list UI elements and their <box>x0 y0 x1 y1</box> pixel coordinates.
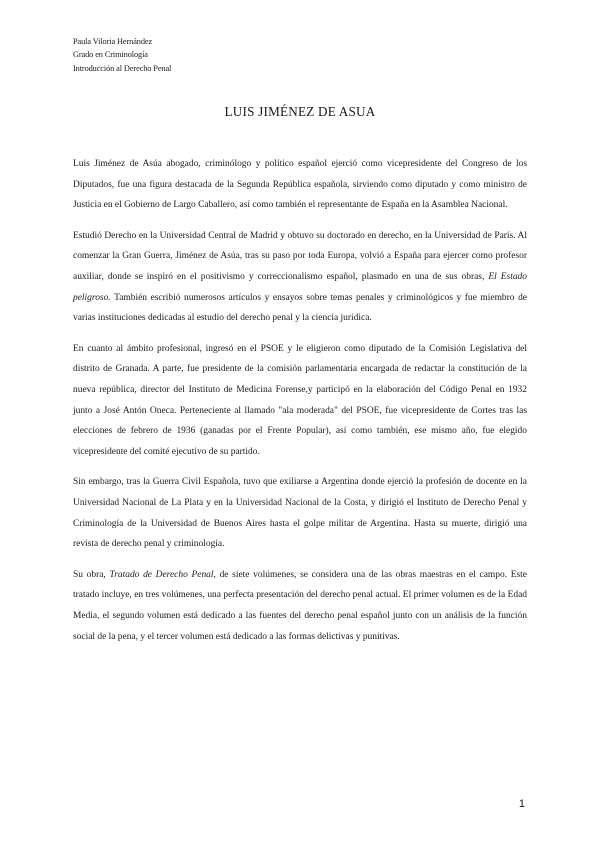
paragraph-exile: Sin embargo, tras la Guerra Civil Española, tuvo que exiliarse a Argentina donde ejerció la profesión de docente en la Universidad Nacional de La Plata y en la Universidad Nacional de la Costa, y dirigió el Instituto de Derecho Penal y Criminología de la Universidad de Buenos Aires hasta el golpe militar de Argentina. Hasta su muerte, dirigió una revista de derecho penal y criminología. <box>73 477 527 550</box>
book-title: Tratado de Derecho Penal <box>109 569 214 580</box>
paragraph-text: Estudió Derecho en la Universidad Central de Madrid y obtuvo su doctorado en derecho, en la Universidad de París. Al comenzar la Gran Guerra, Jiménez de Asúa, tras su paso por toda Europa, volvió a España para ejercer como profesor auxiliar, donde se inspiró en el positivismo y correccionalismo español, plasmado en una de sus obras, <box>73 230 527 283</box>
document-body <box>73 154 527 657</box>
document-header <box>73 35 171 75</box>
paragraph-text: También escribió numerosos artículos y ensayos sobre temas penales y criminológicos y fue miembro de varias instituciones dedicadas al estudio del derecho penal y la ciencia jurídica. <box>73 292 527 324</box>
book-title: El Estado peligroso. <box>73 272 527 303</box>
author-name: Paula Viloria Hernández <box>73 37 153 46</box>
paragraph-career: En cuanto al ámbito profesional, ingresó en el PSOE y le eligieron como diputado de la Comisión Legislativa del distrito de Granada. A parte, fue presidente de la comisión parlamentaria encargada de redactar la constitución de la nueva república, director del Instituto de Medicina Forense,y participó en la elaboración del Código Penal en 1932 junto a José Antón Oneca. Perteneciente al llamado "ala moderada" del PSOE, fue vicepresidente de Cortes tras las elecciones de febrero de 1936 (ganadas por el Frente Popular), así como también, ese mismo año, fue elegido vicepresidente del comité ejecutivo de su partido. <box>73 343 527 458</box>
paragraph-text: Su obra, <box>73 569 110 580</box>
degree-name: Grado en Criminología <box>73 50 148 60</box>
paragraph-work <box>73 565 527 648</box>
paragraph-education <box>73 226 527 330</box>
paragraph-intro: Luis Jiménez de Asúa abogado, criminólogo y político español ejerció como vicepresidente del Congreso de los Diputados, fue una figura destacada de la Segunda República española, sirviendo como diputado y como ministro de Justicia en el Gobierno de Largo Caballero, así como también el representante de España en la Asamblea Nacional. <box>73 159 527 211</box>
course-name: Introducción al Derecho Penal <box>73 63 172 73</box>
page-number: 1 <box>518 798 525 810</box>
paragraph-text: , de siete volúmenes, se considera una de las obras maestras en el campo. Este tratado incluye, en tres volúmenes, una perfecta presentación del derecho penal actual. El primer volumen es de la Edad Media, el segundo volumen está dedicado a las fuentes del derecho penal español junto con un análisis de la función social de la pena, y el tercer volumen está dedicado a las formas delictivas y punitivas. <box>73 569 527 642</box>
document-title: LUIS JIMÉNEZ DE ASUA <box>224 104 376 119</box>
